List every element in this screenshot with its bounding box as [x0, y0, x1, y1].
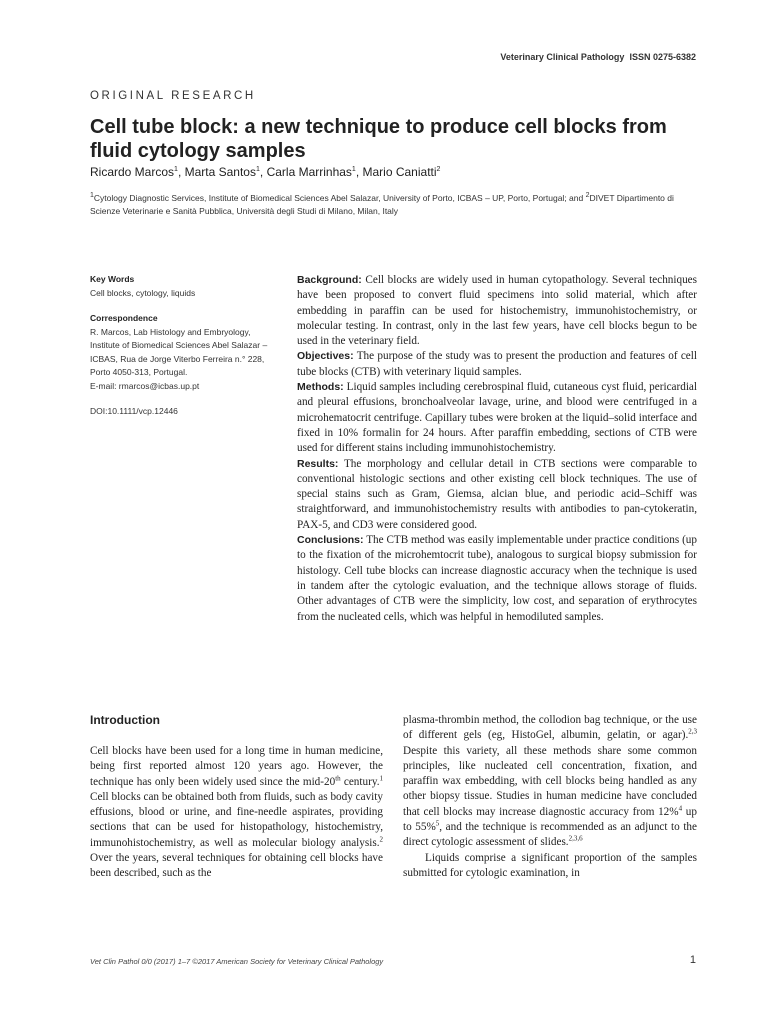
- citation-ref[interactable]: 2,3,6: [568, 834, 583, 843]
- affiliation-mark: 1: [90, 192, 94, 200]
- abstract-label: Conclusions:: [297, 534, 364, 547]
- key-words-heading: Key Words: [90, 274, 135, 284]
- introduction-heading: Introduction: [90, 713, 160, 727]
- citation-ref[interactable]: 2,3: [688, 727, 697, 736]
- abstract-methods: [297, 380, 697, 456]
- author-affiliation-mark: 1: [255, 166, 260, 173]
- correspondence-line: R. Marcos, Lab Histology and Embryology,: [90, 326, 251, 337]
- body-paragraph: plasma-thrombin method, the collodion bag technique, or the use of different gels (eg, HistoGel, albumin, gelatin, or agar).$^{2,3}$ Despite this variety, all these methods share some common principles, like nucleated cell concentration, fixation, and paraffin wax embedding, with cell blocks being handled as any other biopsy tissue. Studies in human medicine have concluded that cell blocks may increase diagnostic accuracy from 12%$^4$ up to 55%$^5$, and the technique is recommended as an adjunct to the direct cytologic assessment of slides.$^{2,3,6}$: [403, 714, 697, 849]
- key-words: Cell blocks, cytology, liquids: [90, 287, 196, 298]
- body-paragraph: Cell blocks have been used for a long time in human medicine, being first reported almost 120 years ago. However, the technique has only been widely used since the mid-20th century.$^1$ Cell blocks can be obtained both from fluids, such as body cavity effusions, blood or urine, and fine-needle aspirates, providing sections that can be used for histopathology, histochemistry, immunohistochemistry, as well as molecular biology analysis.$^2$ Over the years, several techniques for obtaining cell blocks have been described, such as the: [90, 745, 383, 880]
- article-title: Cell tube block: a new technique to produce cell blocks from fluid cytology samples: [90, 116, 667, 162]
- affiliation-text: Cytology Diagnostic Services, Institute of Biomedical Sciences Abel Salazar, University of Porto, ICBAS – UP, Porto, Portugal; and: [93, 193, 586, 203]
- correspondence-line: Institute of Biomedical Sciences Abel Salazar –: [90, 340, 268, 350]
- doi-link[interactable]: DOI:10.1111/vcp.12446: [90, 406, 178, 416]
- introduction-left-column: [90, 744, 383, 882]
- section-label: ORIGINAL RESEARCH: [90, 90, 256, 102]
- abstract-text: The CTB method was easily implementable under practice conditions (up to the fixation of the microhemtocrit tube), analogous to surgical biopsy submission for histology. Cell tube blocks can increase diagnostic accuracy when the technique is used in tandem after the cytologic evaluation, and the technique allows storage of fluids. Other advantages of CTB were the simplicity, low cost, and separation of erythrocytes from the nucleated cells, which was helpful in hemodiluted samples.: [297, 534, 697, 623]
- superscript: th: [335, 773, 341, 782]
- author-name: Ricardo Marcos: [90, 165, 175, 179]
- author-name: Carla Marrinhas: [266, 165, 352, 179]
- citation-ref[interactable]: 2: [379, 835, 383, 844]
- citation-ref[interactable]: 4: [678, 804, 683, 813]
- affiliation-mark: 2: [585, 192, 590, 200]
- abstract-conclusions: [297, 533, 697, 625]
- journal-name: Veterinary Clinical Pathology: [500, 52, 625, 62]
- citation-ref[interactable]: 1: [379, 773, 383, 782]
- journal-issn: ISSN 0275-6382: [629, 52, 696, 62]
- correspondence-line: ICBAS, Rua de Jorge Viterbo Ferreira n.° 228,: [90, 353, 265, 364]
- body-paragraph: Liquids comprise a significant proportion of the samples submitted for cytologic examination, in: [403, 851, 697, 879]
- abstract-text: The purpose of the study was to present the production and features of cell tube blocks (CTB) with veterinary liquid samples.: [297, 350, 697, 378]
- author-affiliation-mark: 1: [351, 166, 356, 173]
- citation-ref[interactable]: 5: [435, 819, 440, 828]
- abstract: [297, 273, 697, 625]
- correspondence-email[interactable]: E-mail: rmarcos@icbas.up.pt: [90, 380, 200, 391]
- abstract-label: Methods:: [297, 381, 344, 394]
- author-affiliation-mark: 2: [436, 166, 441, 173]
- affiliation-text: DIVET Dipartimento di Scienze Veterinarie e Sanità Pubblica, Università degli Studi di Milano, Milan, Italy: [90, 193, 674, 216]
- author-affiliation-mark: 1: [174, 166, 178, 173]
- abstract-text: Liquid samples including cerebrospinal fluid, cutaneous cyst fluid, pericardial and pleural effusions, bronchoalveolar lavage, urine, and blood were centrifuged in a microhematocrit centrifuge. Capillary tubes were broken at the liquid–solid interface and fixed in 10% formalin for 24 hours. After paraffin embedding, sections of CTB were used for different stains including immunohistochemistry.: [297, 381, 698, 455]
- affiliations: [90, 192, 700, 218]
- author-name: Marta Santos: [184, 165, 256, 179]
- journal-header: [500, 52, 696, 62]
- abstract-label: Results:: [297, 457, 339, 470]
- page-number: 1: [689, 954, 696, 966]
- abstract-results: [297, 457, 697, 533]
- author-name: Mario Caniatti: [362, 165, 437, 179]
- article-info-sidebar: [90, 273, 270, 419]
- abstract-text: Cell blocks are widely used in human cytopathology. Several techniques have been proposed to convert fluid specimens into solid material, which after embedding in paraffin can be used for histochemistry, immunohistochemistry, or molecular testing. In contrast, only in the last few years, have cell blocks begun to be used in the veterinary field.: [297, 274, 697, 348]
- abstract-label: Objectives:: [297, 350, 354, 363]
- author-list: Ricardo Marcos$^1$, Marta Santos$^1$, Carla Marrinhas$^1$, Mario Caniatti$^2$: [90, 165, 441, 179]
- abstract-objectives: [297, 349, 697, 380]
- abstract-text: The morphology and cellular detail in CTB sections were comparable to conventional histologic sections and other existing cell block techniques. The use of special stains such as Gram, Giemsa, alcian blue, and periodic acid–Schiff was straightforward, and immunohistochemistry results with antibodies to pan-cytokeratin, PAX-5, and CD3 were considered good.: [297, 457, 697, 531]
- introduction-right-column: [403, 713, 697, 881]
- page-footer: Vet Clin Pathol 0/0 (2017) 1–7 ©2017 American Society for Veterinary Clinical Pathology: [90, 957, 384, 966]
- correspondence-heading: Correspondence: [90, 313, 158, 323]
- abstract-background: [297, 273, 697, 349]
- correspondence-line: Porto 4050-313, Portugal.: [90, 367, 188, 377]
- abstract-label: Background:: [297, 274, 362, 286]
